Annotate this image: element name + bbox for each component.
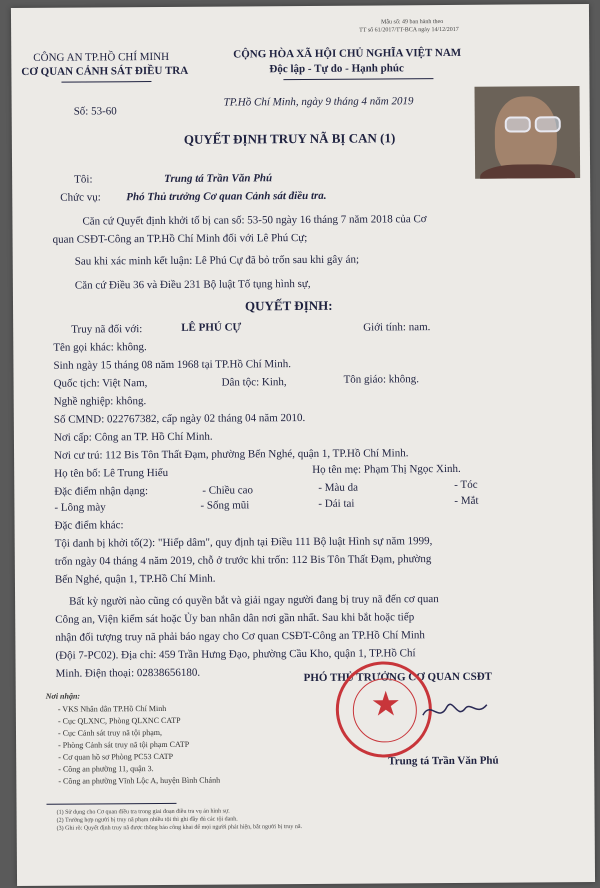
nation-name: CỘNG HÒA XÃ HỘI CHỦ NGHĨA VIỆT NAM bbox=[233, 46, 462, 61]
recipient-3: - Cục Cảnh sát truy nã tội phạm, bbox=[57, 727, 163, 738]
feature-eyes: - Mắt bbox=[454, 494, 479, 507]
footnote-1: (1) Sử dụng cho Cơ quan điều tra trong giai đoạn điều tra vụ án hình sự. bbox=[56, 808, 230, 816]
feature-skin: - Màu da bbox=[318, 481, 359, 494]
other-features: Đặc điểm khác: bbox=[54, 519, 124, 532]
to-label: Tôi: bbox=[74, 173, 93, 186]
father-name: Họ tên bố: Lê Trung Hiếu bbox=[54, 466, 169, 480]
id-number: Số CMND: 022767382, cấp ngày 02 tháng 04 năm 2010. bbox=[53, 411, 306, 426]
handwritten-signature bbox=[421, 695, 491, 725]
document-title: QUYẾT ĐỊNH TRUY NÃ BỊ CAN (1) bbox=[183, 130, 396, 147]
notice-line-5: Minh. Điện thoại: 02838656180. bbox=[55, 666, 201, 680]
suspect-photo bbox=[475, 86, 581, 179]
issuer-name: Trung tá Trần Văn Phú bbox=[164, 172, 273, 185]
feature-hair: - Tóc bbox=[454, 478, 478, 491]
motto-underline bbox=[283, 78, 433, 80]
crime-line-1: Tội danh bị khởi tố(2): "Hiếp dâm", quy định tại Điều 111 Bộ luật Hình sự năm 1999, bbox=[54, 535, 433, 550]
alias: Tên gọi khác: không. bbox=[53, 341, 147, 354]
position-label: Chức vụ: bbox=[60, 191, 101, 204]
signer-name: Trung tá Trần Văn Phú bbox=[388, 754, 499, 768]
signer-title: PHÓ THỦ TRƯỞNG CƠ QUAN CSĐT bbox=[303, 670, 493, 685]
feature-nose: - Sống mũi bbox=[200, 499, 250, 512]
recipients-label: Nơi nhận: bbox=[45, 691, 81, 701]
agency-department: CƠ QUAN CẢNH SÁT ĐIỀU TRA bbox=[21, 64, 189, 78]
recipient-1: - VKS Nhân dân TP.Hồ Chí Minh bbox=[57, 703, 167, 714]
notice-line-3: nhận đối tượng truy nã phải báo ngay cho Cơ quan CSĐT-Công an TP.Hồ Chí Minh bbox=[55, 629, 425, 644]
recipient-5: - Cơ quan hồ sơ Phòng PC53 CATP bbox=[58, 751, 174, 762]
nationality: Quốc tịch: Việt Nam, bbox=[53, 377, 148, 390]
crime-line-2: trốn ngày 04 tháng 4 năm 2019, chỗ ở trước khi trốn: 112 Bis Tôn Thất Đạm, phường bbox=[54, 553, 432, 568]
agency-underline bbox=[61, 81, 151, 83]
footnote-2: (2) Trường hợp người bị truy nã phạm nhiều tội thì ghi đầy đủ các tội danh. bbox=[56, 816, 238, 824]
circular-ref: TT số 61/2017/TT-BCA ngày 14/12/2017 bbox=[359, 26, 459, 34]
place-date: TP.Hồ Chí Minh, ngày 9 tháng 4 năm 2019 bbox=[223, 95, 414, 109]
basis-line-2: Sau khi xác minh kết luận: Lê Phú Cự đã bỏ trốn sau khi gây án; bbox=[74, 253, 360, 268]
agency-name: CÔNG AN TP.HỒ CHÍ MINH bbox=[33, 50, 170, 64]
ethnicity: Dân tộc: Kinh, bbox=[221, 376, 287, 389]
birth: Sinh ngày 15 tháng 08 năm 1968 tại TP.Hồ Chí Minh. bbox=[53, 358, 292, 372]
issuer-position: Phó Thủ trưởng Cơ quan Cảnh sát điều tra. bbox=[126, 189, 327, 204]
form-code: Mẫu số: 49 ban hành theo bbox=[381, 19, 444, 26]
feature-height: - Chiều cao bbox=[202, 484, 254, 497]
gender: Giới tính: nam. bbox=[363, 321, 431, 334]
crime-line-3: Bến Nghé, quận 1, TP.Hồ Chí Minh. bbox=[54, 572, 216, 586]
footnote-rule bbox=[46, 803, 176, 805]
recipient-6: - Công an phường 11, quận 3. bbox=[58, 764, 154, 774]
official-stamp: ★ bbox=[336, 661, 433, 758]
decision-heading: QUYẾT ĐỊNH: bbox=[244, 297, 333, 314]
id-issuer: Nơi cấp: Công an TP. Hồ Chí Minh. bbox=[53, 430, 213, 444]
footnote-3: (3) Ghi rõ: Quyết định truy nã được thông báo công khai để mọi người phát hiện, bắt người bị truy nã. bbox=[56, 824, 303, 832]
document-number: Số: 53-60 bbox=[73, 105, 117, 118]
basis-line-1b: quan CSĐT-Công an TP.Hồ Chí Minh đối với Lê Phú Cự; bbox=[52, 231, 308, 246]
recipient-4: - Phòng Cảnh sát truy nã tội phạm CATP bbox=[58, 739, 190, 750]
notice-line-4: (Đội 7-PC02). Địa chỉ: 459 Trần Hưng Đạo, phường Cầu Kho, quận 1, TP.Hồ Chí bbox=[55, 647, 416, 662]
basis-line-1: Căn cứ Quyết định khởi tố bị can số: 53-50 ngày 16 tháng 7 năm 2018 của Cơ bbox=[82, 213, 427, 228]
notice-line-2: Công an, Viện kiểm sát hoặc Ủy ban nhân dân nơi gần nhất. Sau khi bắt hoặc tiếp bbox=[55, 611, 415, 626]
wanted-name: LÊ PHÚ CỰ bbox=[181, 321, 242, 334]
occupation: Nghề nghiệp: không. bbox=[53, 395, 147, 408]
residence: Nơi cư trú: 112 Bis Tôn Thất Đạm, phường Bến Nghé, quận 1, TP.Hồ Chí Minh. bbox=[54, 447, 409, 462]
feature-eyebrows: - Lông mày bbox=[54, 501, 106, 514]
basis-line-3: Căn cứ Điều 36 và Điều 231 Bộ luật Tố tụng hình sự, bbox=[74, 277, 311, 292]
motto: Độc lập - Tự do - Hạnh phúc bbox=[269, 62, 404, 76]
document-page bbox=[11, 4, 595, 886]
recipient-7: - Công an phường Vĩnh Lộc A, huyện Bình Chánh bbox=[58, 775, 221, 786]
notice-line-1: Bất kỳ người nào cũng có quyền bắt và giải ngay người đang bị truy nã đến cơ quan bbox=[69, 593, 439, 608]
mother-name: Họ tên mẹ: Phạm Thị Ngọc Xinh. bbox=[312, 462, 461, 476]
features-label: Đặc điểm nhận dạng: bbox=[54, 485, 149, 498]
feature-ears: - Dái tai bbox=[318, 497, 355, 510]
religion: Tôn giáo: không. bbox=[343, 373, 420, 386]
wanted-label: Truy nã đối với: bbox=[71, 323, 143, 336]
recipient-2: - Cục QLXNC, Phòng QLXNC CATP bbox=[57, 715, 181, 726]
